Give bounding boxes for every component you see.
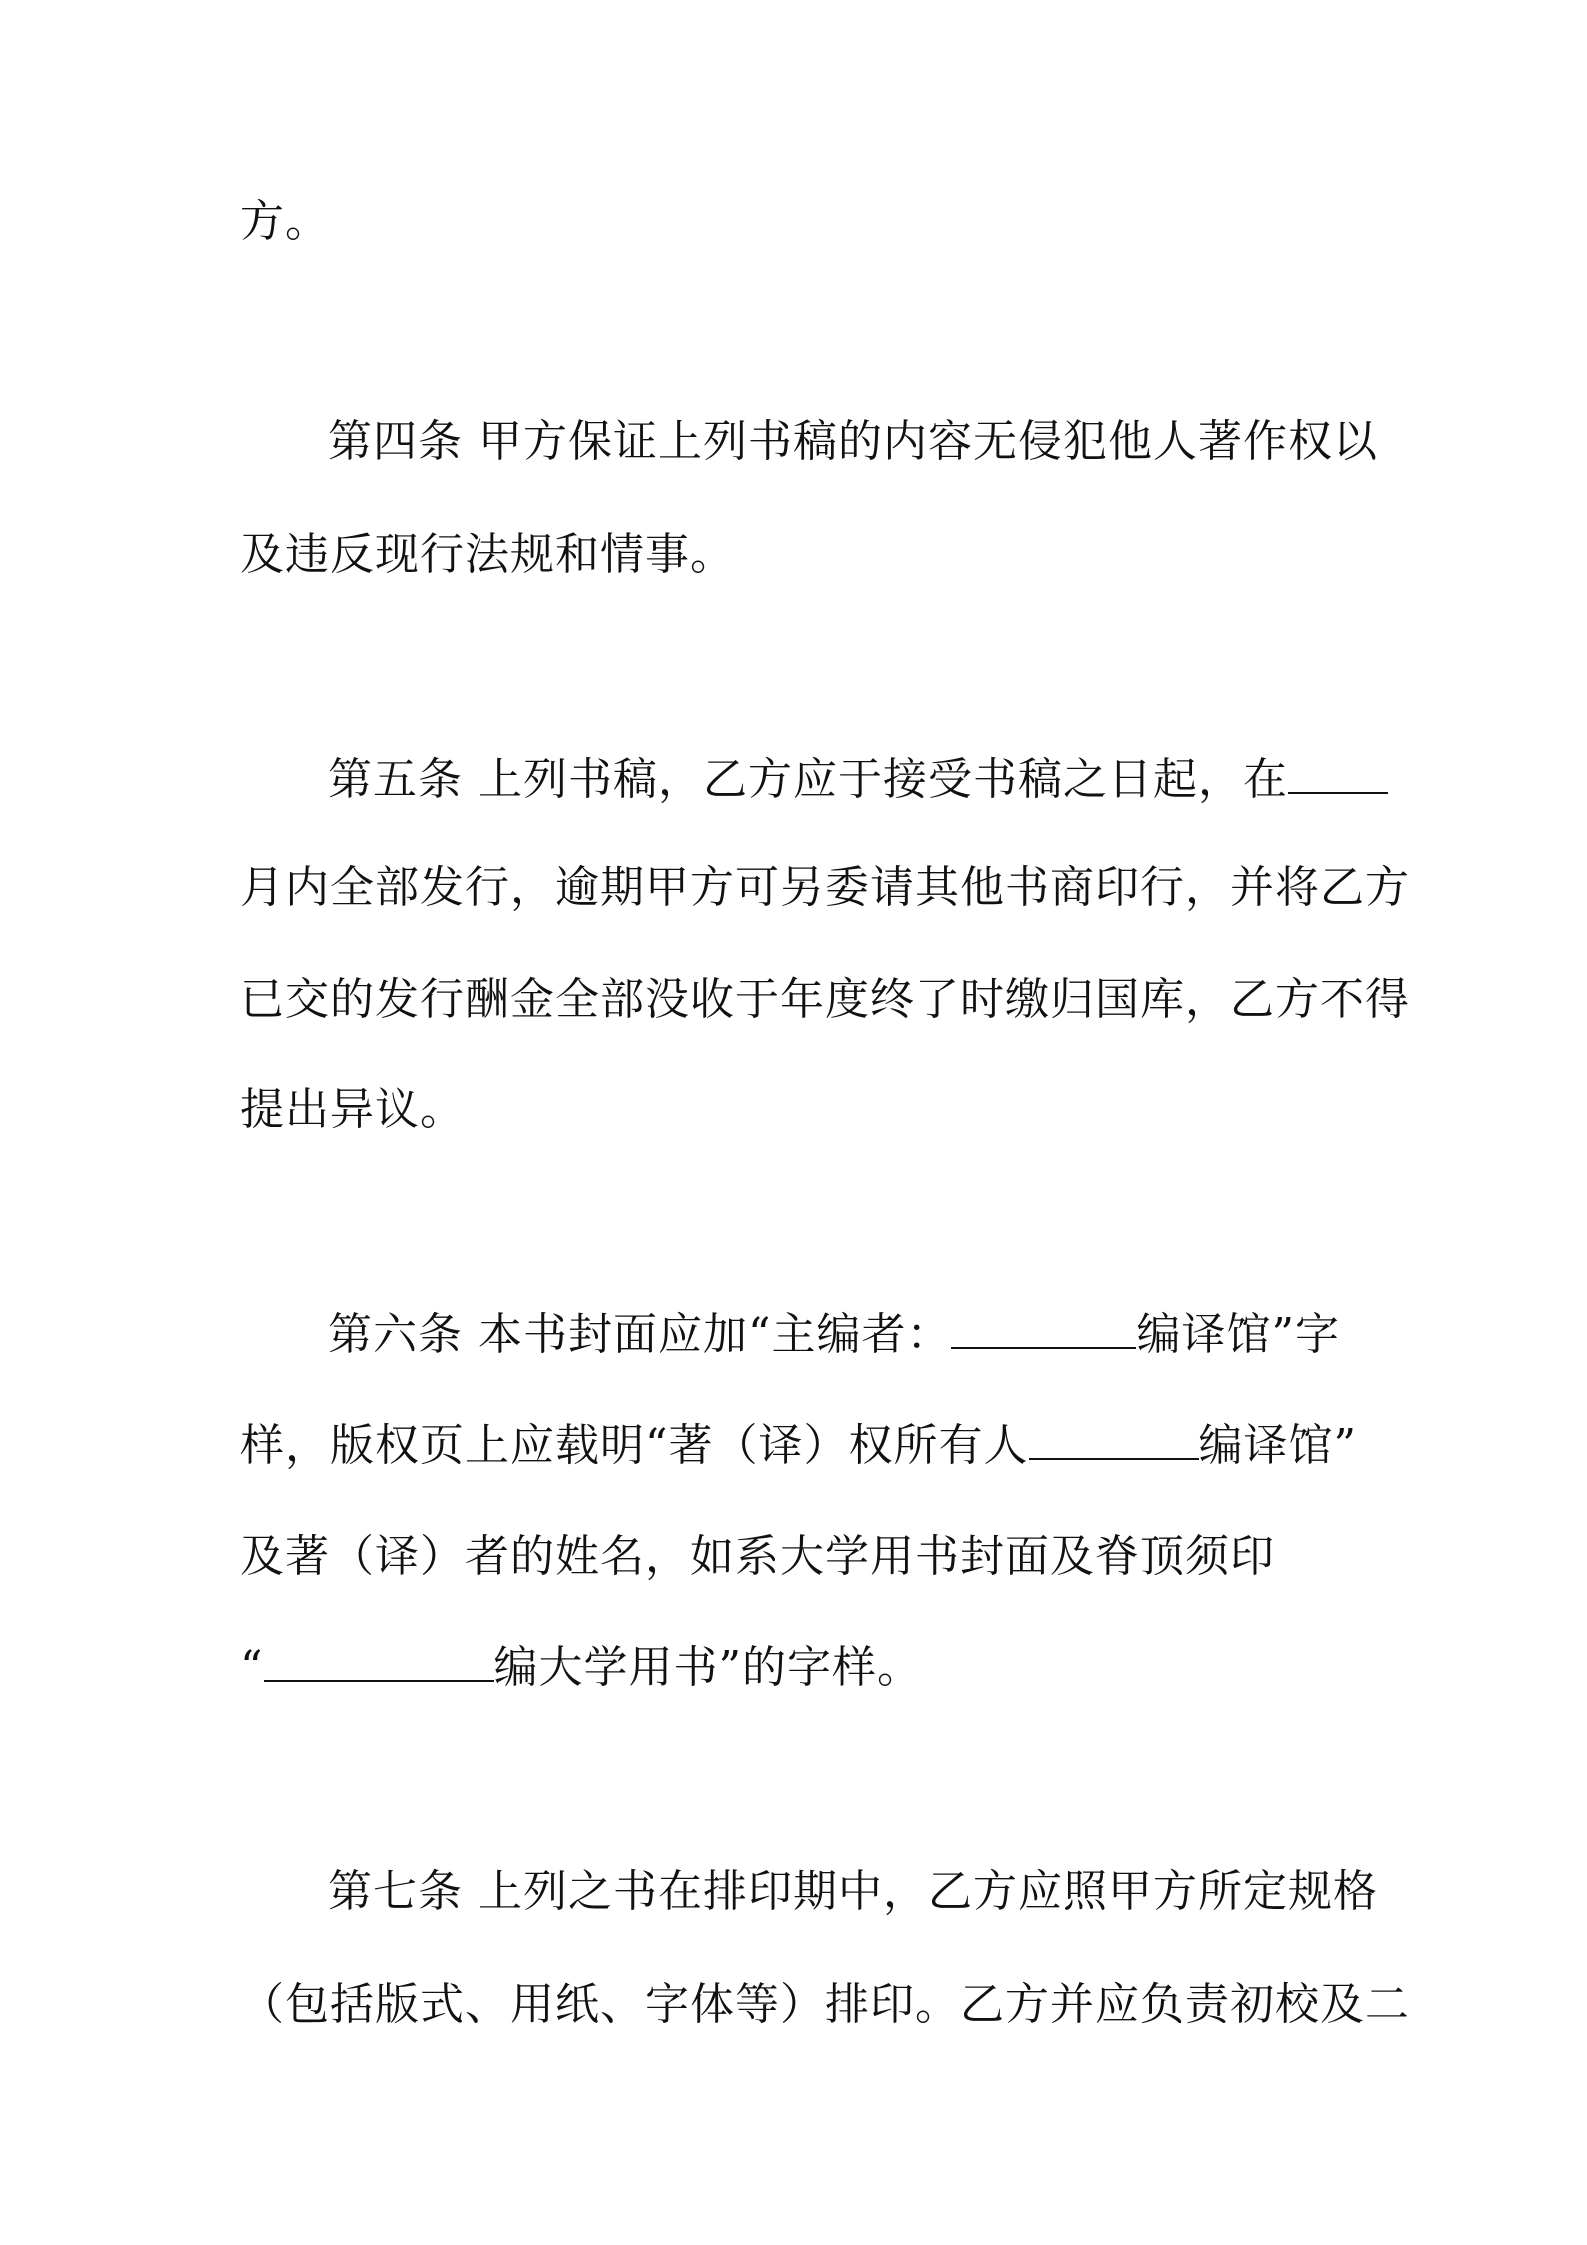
text: 第七条 上列之书在排印期中，乙方应照甲方所定规格 bbox=[328, 1866, 1378, 1917]
article-7-line-2 bbox=[240, 1975, 1410, 2035]
text: 月内全部发行，逾期甲方可另委请其他书商印行，并将乙方 bbox=[240, 862, 1410, 913]
article-4-line-2 bbox=[240, 525, 735, 585]
article-5-line-4 bbox=[240, 1080, 465, 1140]
article-6-line-4 bbox=[240, 1638, 922, 1698]
text: 编译馆”字 bbox=[1136, 1309, 1340, 1360]
text: 已交的发行酬金全部没收于年度终了时缴归国库，乙方不得 bbox=[240, 974, 1410, 1025]
article-6-line-1 bbox=[328, 1305, 1340, 1365]
text: 编大学用书”的字样。 bbox=[493, 1642, 922, 1693]
fill-in-blank-copyright-holder bbox=[1029, 1420, 1199, 1460]
text: “ bbox=[240, 1642, 264, 1693]
text: 样，版权页上应载明“著（译）权所有人 bbox=[240, 1420, 1029, 1471]
fill-in-blank-months bbox=[1288, 754, 1388, 794]
article-7-line-1 bbox=[328, 1862, 1378, 1922]
fill-in-blank-university bbox=[264, 1642, 494, 1682]
article-5-line-3 bbox=[240, 970, 1410, 1030]
text: 编译馆” bbox=[1198, 1420, 1357, 1471]
article-4-line-1 bbox=[328, 412, 1378, 472]
text: 方。 bbox=[240, 196, 330, 247]
text: 第四条 甲方保证上列书稿的内容无侵犯他人著作权以 bbox=[328, 416, 1378, 467]
text: 及违反现行法规和情事。 bbox=[240, 529, 735, 580]
text: 及著（译）者的姓名，如系大学用书封面及脊顶须印 bbox=[240, 1531, 1275, 1582]
article-5-line-1 bbox=[328, 750, 1388, 810]
text: 第六条 本书封面应加“主编者： bbox=[328, 1309, 952, 1360]
paragraph-continuation bbox=[240, 192, 330, 252]
fill-in-blank-editor bbox=[951, 1309, 1136, 1349]
article-5-line-2 bbox=[240, 858, 1410, 918]
text: 第五条 上列书稿，乙方应于接受书稿之日起，在 bbox=[328, 754, 1288, 805]
text: 提出异议。 bbox=[240, 1084, 465, 1135]
text: （包括版式、用纸、字体等）排印。乙方并应负责初校及二 bbox=[240, 1979, 1410, 2030]
article-6-line-2 bbox=[240, 1416, 1357, 1476]
article-6-line-3 bbox=[240, 1527, 1275, 1587]
